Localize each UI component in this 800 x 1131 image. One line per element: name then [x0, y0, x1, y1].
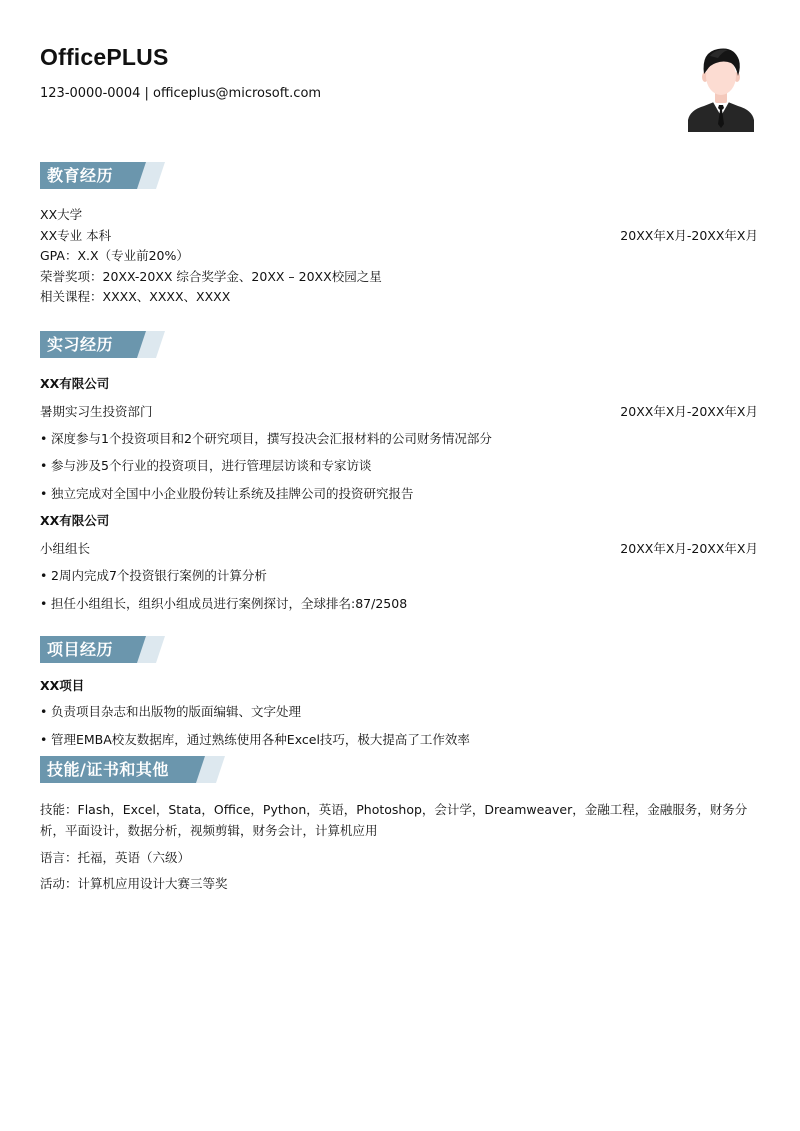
honors: 荣誉奖项：20XX-20XX 综合奖学金、20XX – 20XX校园之星	[40, 269, 382, 284]
list-item	[40, 731, 470, 748]
contact-info: 123-0000-0004 | officeplus@microsoft.com	[40, 86, 322, 101]
bullet-icon: •	[40, 596, 48, 611]
bullet-text: 独立完成对全国中小企业股份转让系统及挂牌公司的投资研究报告	[51, 486, 414, 501]
bullet-icon: •	[40, 568, 48, 583]
company-name: XX有限公司	[40, 513, 110, 528]
bullet-icon: •	[40, 431, 48, 446]
resume-name: OfficePLUS	[40, 44, 169, 70]
school-name: XX大学	[40, 207, 83, 222]
gpa: GPA：X.X（专业前20%）	[40, 248, 189, 263]
education-date: 20XX年X月-20XX年X月	[620, 228, 758, 243]
bullet-text: 参与涉及5个行业的投资项目，进行管理层访谈和专家访谈	[51, 458, 372, 473]
bullet-text: 2周内完成7个投资银行案例的计算分析	[51, 568, 267, 583]
project-name: XX项目	[40, 678, 85, 693]
list-item	[40, 595, 407, 612]
company-name: XX有限公司	[40, 376, 110, 391]
skills-list: 技能：Flash，Excel，Stata，Office，Python，英语，Photoshop，会计学，Dreamweaver，金融工程，金融服务，财务分析，平面设计，数据分析，视频剪辑，财务会计，计算机应用	[40, 802, 748, 838]
list-item	[40, 430, 492, 447]
list-item	[40, 703, 301, 720]
section-title: 项目经历	[47, 640, 114, 659]
bullet-icon: •	[40, 486, 48, 501]
bullet-icon: •	[40, 458, 48, 473]
bullet-text: 深度参与1个投资项目和2个研究项目，撰写投决会汇报材料的公司财务情况部分	[51, 431, 492, 446]
list-item	[40, 485, 414, 502]
activities: 活动：计算机应用设计大赛三等奖	[40, 876, 228, 891]
bullet-icon: •	[40, 704, 48, 719]
bullet-text: 担任小组组长，组织小组成员进行案例探讨，全球排名:87/2508	[51, 596, 408, 611]
job-role: 小组组长	[40, 541, 91, 556]
section-title: 实习经历	[47, 335, 114, 354]
bullet-text: 管理EMBA校友数据库，通过熟练使用各种Excel技巧，极大提高了工作效率	[51, 732, 470, 747]
languages: 语言：托福，英语（六级）	[40, 850, 191, 865]
section-title: 教育经历	[47, 166, 114, 185]
section-title: 技能/证书和其他	[47, 760, 169, 779]
job-date: 20XX年X月-20XX年X月	[620, 541, 758, 556]
job-date: 20XX年X月-20XX年X月	[620, 404, 758, 419]
list-item	[40, 457, 371, 474]
courses: 相关课程：XXXX、XXXX、XXXX	[40, 289, 231, 304]
list-item	[40, 567, 267, 584]
bullet-text: 负责项目杂志和出版物的版面编辑、文字处理	[51, 704, 302, 719]
person-avatar-icon	[686, 44, 756, 132]
bullet-icon: •	[40, 732, 48, 747]
major-degree: XX专业 本科	[40, 228, 112, 243]
job-role: 暑期实习生投资部门	[40, 404, 153, 419]
